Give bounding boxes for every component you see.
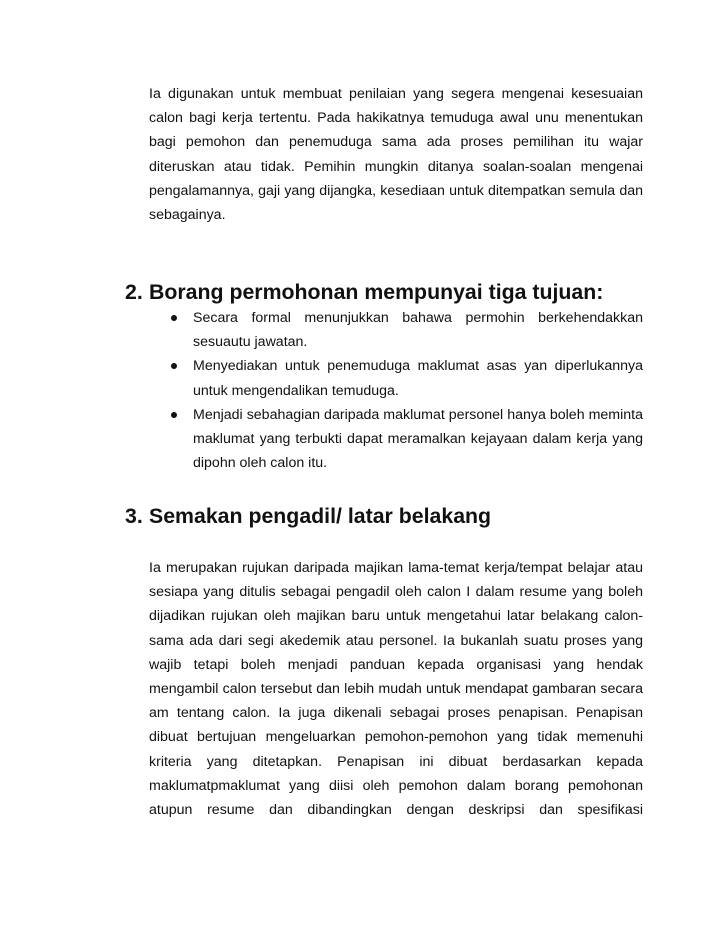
bullet-item-3 bbox=[171, 403, 643, 476]
section-2-number: 2. bbox=[125, 280, 143, 304]
bullet-dot-icon bbox=[171, 363, 177, 369]
section-3-number: 3. bbox=[125, 504, 143, 528]
bullet-dot-icon bbox=[171, 315, 177, 321]
bullet-item-1 bbox=[171, 306, 643, 354]
section-3-title: Semakan pengadil/ latar belakang bbox=[149, 504, 492, 528]
section-2-heading bbox=[125, 282, 645, 302]
bullet-dot-icon bbox=[171, 412, 177, 418]
intro-paragraph: Ia digunakan untuk membuat penilaian yang segera mengenai kesesuaian calon bagi kerja tertentu. Pada hakikatnya temuduga awal unu menentukan bagi pemohon dan penemuduga sama ada proses pemilihan itu wajar diteruskan atau tidak. Pemihin mungkin ditanya soalan-soalan mengenai pengalamannya, gaji yang dijangka, kesediaan untuk ditempatkan semula dan sebagainya. bbox=[149, 86, 643, 224]
bullet-item-1-text: Secara formal menunjukkan bahawa permohin berkehendakkan sesuautu jawatan. bbox=[193, 310, 643, 351]
section-2-title: Borang permohonan mempunyai tiga tujuan: bbox=[149, 280, 604, 304]
bullet-item-2-text: Menyediakan untuk penemuduga maklumat asas yan diperlukannya untuk mengendalikan temuduga. bbox=[193, 358, 643, 399]
section-3-heading bbox=[125, 506, 645, 526]
bullet-item-2 bbox=[171, 354, 643, 402]
section-2-bullet-list bbox=[171, 306, 643, 475]
bullet-item-3-text: Menjadi sebahagian daripada maklumat personel hanya boleh meminta maklumat yang terbukti dapat meramalkan kejayaan dalam kerja yang dipohn oleh calon itu. bbox=[193, 406, 643, 472]
section-3-paragraph: Ia merupakan rujukan daripada majikan lama-temat kerja/tempat belajar atau sesiapa yang ditulis sebagai pengadil oleh calon I dalam resume yang boleh dijadikan rujukan oleh majikan baru untuk mengetahui latar belakang calon-sama ada dari segi akedemik atau personel. Ia bukanlah suatu proses yang wajib tetapi boleh menjadi panduan kepada organisasi yang hendak mengambil calon tersebut dan lebih mudah untuk mendapat gambaran secara am tentang calon. Ia juga dikenali sebagai proses penapisan. Penapisan dibuat bertujuan mengeluarkan pemohon-pemohon yang tidak memenuhi kriteria yang ditetapkan. Penapisan ini dibuat berdasarkan kepada maklumatpmaklumat yang diisi oleh pemohon dalam borang pemohonan atupun resume dan dibandingkan dengan deskripsi dan spesifikasi bbox=[149, 560, 643, 819]
